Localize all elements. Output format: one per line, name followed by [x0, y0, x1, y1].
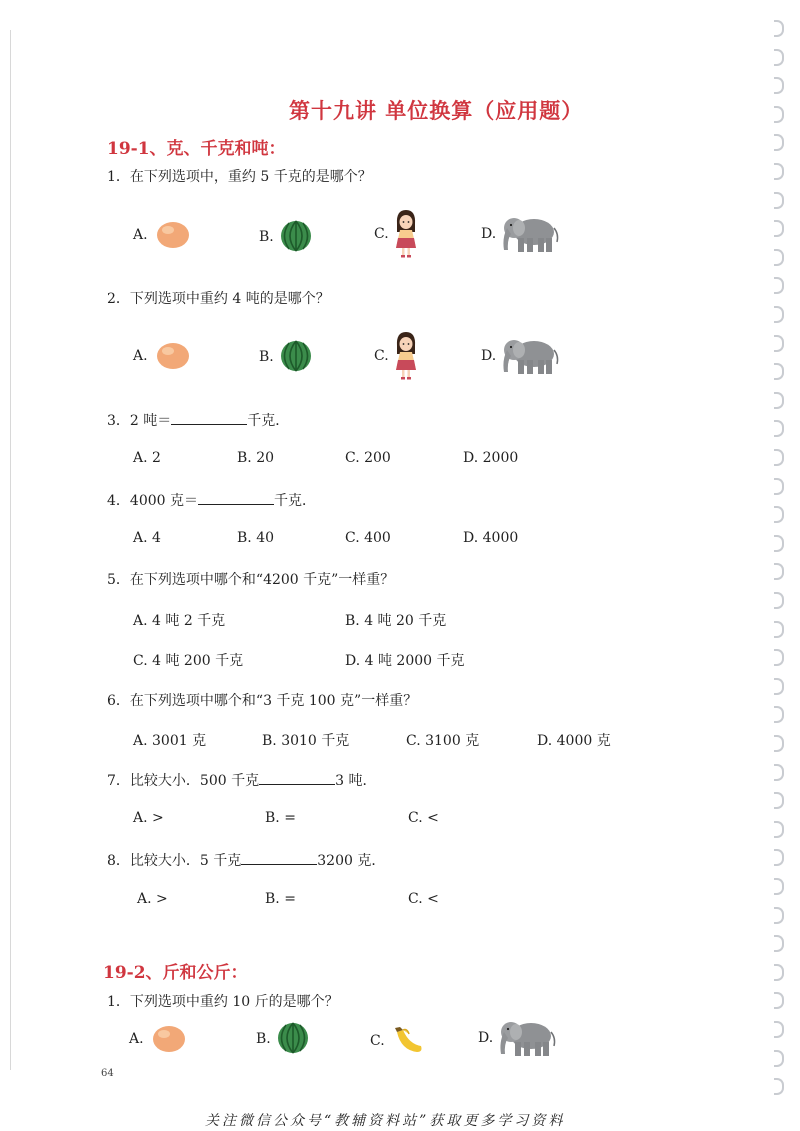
answer-blank[interactable]	[259, 770, 335, 785]
q4-option-d[interactable]: D. 4000	[463, 530, 519, 546]
q2-option-d[interactable]	[481, 336, 560, 376]
binding-ring	[774, 335, 784, 352]
question-8-text	[107, 850, 385, 870]
binding-ring	[774, 621, 784, 638]
option-label: C.	[374, 226, 389, 242]
binding-ring	[774, 821, 784, 838]
q1-option-c[interactable]	[374, 208, 419, 260]
q5-option-b[interactable]: B. 4 吨 20 千克	[345, 613, 447, 629]
q5-option-c[interactable]: C. 4 吨 200 千克	[133, 653, 244, 669]
question-1-text: 1．在下列选项中，重约 5 千克的是哪个？	[107, 169, 372, 185]
binding-ring	[774, 363, 784, 380]
q6-option-c[interactable]: C. 3100 克	[406, 733, 480, 749]
binding-ring	[774, 106, 784, 123]
question-7-text	[107, 770, 376, 790]
q1-option-a[interactable]	[133, 220, 190, 250]
binding-ring	[774, 1050, 784, 1067]
q6-option-b[interactable]: B. 3010 千克	[262, 733, 350, 749]
q4-option-a[interactable]: A. 4	[133, 530, 161, 546]
page-edge	[10, 30, 11, 1070]
question-8-prefix: 8．比较大小．5 千克	[107, 853, 242, 869]
q1-option-d[interactable]	[481, 214, 560, 254]
q8-option-b[interactable]: B. =	[265, 891, 296, 907]
q2-option-b[interactable]	[259, 340, 314, 374]
binding-ring	[774, 1021, 784, 1038]
question-2-text: 2．下列选项中重约 4 吨的是哪个？	[107, 291, 330, 307]
binding-ring	[774, 992, 784, 1009]
binding-ring	[774, 649, 784, 666]
question-7-prefix: 7．比较大小．500 千克	[107, 773, 260, 789]
binding-ring	[774, 306, 784, 323]
girl-icon	[393, 330, 419, 382]
binding-ring	[774, 849, 784, 866]
option-label: A.	[133, 348, 148, 364]
option-label: D.	[478, 1030, 494, 1046]
q19-2-option-c[interactable]	[370, 1026, 425, 1056]
question-19-2-1-text: 1．下列选项中重约 10 斤的是哪个？	[107, 994, 339, 1010]
spiral-binding	[774, 20, 790, 1100]
option-label: D.	[481, 348, 497, 364]
binding-ring	[774, 735, 784, 752]
q2-option-c[interactable]	[374, 330, 419, 382]
watermelon-icon	[280, 220, 314, 254]
binding-ring	[774, 249, 784, 266]
binding-ring	[774, 20, 784, 37]
option-label: B.	[259, 349, 274, 365]
option-label: A.	[129, 1031, 144, 1047]
binding-ring	[774, 392, 784, 409]
egg-icon	[156, 220, 190, 250]
binding-ring	[774, 163, 784, 180]
question-3-text	[107, 410, 289, 430]
question-4-prefix: 4．4000 克＝	[107, 493, 198, 509]
answer-blank[interactable]	[198, 490, 274, 505]
answer-blank[interactable]	[241, 850, 317, 865]
binding-ring	[774, 563, 784, 580]
question-4-text	[107, 490, 316, 510]
binding-ring	[774, 1078, 784, 1095]
q5-option-d[interactable]: D. 4 吨 2000 千克	[345, 653, 465, 669]
binding-ring	[774, 478, 784, 495]
question-3-prefix: 3．2 吨＝	[107, 413, 172, 429]
banana-icon	[391, 1026, 425, 1056]
q19-2-option-b[interactable]	[256, 1022, 311, 1056]
elephant-icon	[502, 214, 560, 254]
elephant-icon	[502, 336, 560, 376]
question-7-suffix: 3 吨．	[335, 773, 377, 789]
answer-blank[interactable]	[171, 410, 247, 425]
binding-ring	[774, 964, 784, 981]
q1-option-b[interactable]	[259, 220, 314, 254]
q3-option-a[interactable]: A. 2	[133, 450, 161, 466]
egg-icon	[156, 341, 190, 371]
binding-ring	[774, 420, 784, 437]
binding-ring	[774, 592, 784, 609]
q6-option-a[interactable]: A. 3001 克	[133, 733, 207, 749]
binding-ring	[774, 449, 784, 466]
q3-option-d[interactable]: D. 2000	[463, 450, 519, 466]
binding-ring	[774, 907, 784, 924]
q8-option-c[interactable]: C. <	[408, 891, 439, 907]
question-8-suffix: 3200 克．	[317, 853, 386, 869]
binding-ring	[774, 506, 784, 523]
section-heading-19-1: 19-1、克、千克和吨：	[107, 139, 286, 159]
watermelon-icon	[280, 340, 314, 374]
q8-option-a[interactable]: A. >	[137, 891, 168, 907]
option-label: B.	[259, 229, 274, 245]
option-label: C.	[374, 348, 389, 364]
question-3-suffix: 千克．	[247, 413, 290, 429]
binding-ring	[774, 764, 784, 781]
q4-option-b[interactable]: B. 40	[237, 530, 275, 546]
q3-option-b[interactable]: B. 20	[237, 450, 275, 466]
q3-option-c[interactable]: C. 200	[345, 450, 391, 466]
question-6-text: 6．在下列选项中哪个和“3 千克 100 克”一样重？	[107, 693, 418, 709]
q4-option-c[interactable]: C. 400	[345, 530, 391, 546]
binding-ring	[774, 192, 784, 209]
q19-2-option-a[interactable]	[129, 1024, 186, 1054]
binding-ring	[774, 220, 784, 237]
binding-ring	[774, 706, 784, 723]
q19-2-option-d[interactable]	[478, 1018, 557, 1058]
egg-icon	[152, 1024, 186, 1054]
binding-ring	[774, 535, 784, 552]
binding-ring	[774, 792, 784, 809]
watermelon-icon	[277, 1022, 311, 1056]
binding-ring	[774, 77, 784, 94]
girl-icon	[393, 208, 419, 260]
page-title: 第十九讲 单位换算（应用题）	[289, 98, 584, 123]
binding-ring	[774, 678, 784, 695]
q2-option-a[interactable]	[133, 341, 190, 371]
elephant-icon	[499, 1018, 557, 1058]
binding-ring	[774, 935, 784, 952]
option-label: B.	[256, 1031, 271, 1047]
binding-ring	[774, 49, 784, 66]
page-number: 64	[101, 1068, 114, 1079]
option-label: D.	[481, 226, 497, 242]
section-heading-19-2: 19-2、斤和公斤：	[103, 963, 248, 983]
binding-ring	[774, 878, 784, 895]
q7-option-c[interactable]: C. <	[408, 810, 439, 826]
footer-note: 关注微信公众号“教辅资料站”获取更多学习资料	[205, 1113, 566, 1129]
question-4-suffix: 千克．	[274, 493, 316, 509]
option-label: A.	[133, 227, 148, 243]
option-label: C.	[370, 1033, 385, 1049]
binding-ring	[774, 134, 784, 151]
q6-option-d[interactable]: D. 4000 克	[537, 733, 611, 749]
q7-option-a[interactable]: A. >	[133, 810, 164, 826]
q5-option-a[interactable]: A. 4 吨 2 千克	[133, 613, 226, 629]
question-5-text: 5．在下列选项中哪个和“4200 千克”一样重？	[107, 572, 395, 588]
q7-option-b[interactable]: B. =	[265, 810, 296, 826]
binding-ring	[774, 277, 784, 294]
